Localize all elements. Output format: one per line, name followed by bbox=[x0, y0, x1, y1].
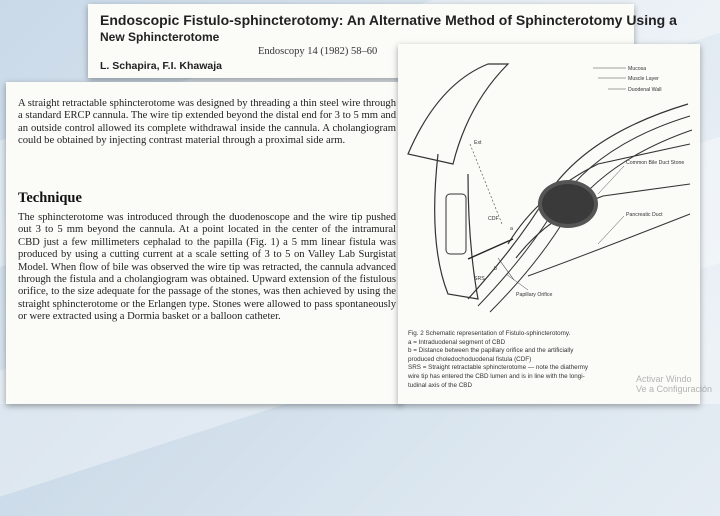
leader-pancreatic bbox=[598, 216, 624, 244]
label-b: b bbox=[494, 266, 497, 272]
paper-title-line2: New Sphincterotome bbox=[100, 30, 220, 44]
caption-line: tudinal axis of the CBD bbox=[408, 381, 473, 389]
section-heading: Technique bbox=[18, 190, 82, 206]
label-cdf: CDF bbox=[488, 216, 499, 222]
intro-paragraph: A straight retractable sphincterotome was designed by threading a thin steel wire through a standard ERCP cannula. The wire tip extended beyond the distal end for 3 to 5 mm and an outside control allowed its complete withdrawal inside the cannula. A cholangiogram could be obtained by injecting contrast material through a proximal side arm. bbox=[18, 98, 396, 147]
label-srs: SRS bbox=[474, 276, 485, 282]
text-card bbox=[6, 82, 402, 404]
scope-outline bbox=[408, 64, 508, 164]
caption-line: wire tip has entered the CBD lumen and is in line with the longi- bbox=[408, 372, 585, 380]
cbd-upper bbox=[508, 144, 690, 244]
label-muscle: Muscle Layer bbox=[628, 76, 659, 82]
caption-line: produced choledochoduodenal fistula (CDF) bbox=[408, 355, 532, 363]
leader-papilla bbox=[506, 274, 528, 290]
watermark-line1: Activar Windo bbox=[636, 374, 692, 384]
schematic-diagram bbox=[398, 44, 700, 324]
scope-body bbox=[435, 154, 478, 299]
caption-line: Fig. 2 Schematic representation of Fistulo-sphincterotomy. bbox=[408, 330, 571, 337]
label-stone: Common Bile Duct Stone bbox=[626, 160, 685, 166]
scope-window bbox=[446, 194, 466, 254]
sphincterotome-line bbox=[468, 239, 513, 259]
label-wall: Duodenal Wall bbox=[628, 87, 662, 93]
paper-title-line1: Endoscopic Fistulo-sphincterotomy: An Alternative Method of Sphincterotomy Using a bbox=[100, 12, 677, 28]
label-papilla: Papillary Orifice bbox=[516, 292, 553, 298]
label-ext: Ext bbox=[474, 140, 482, 146]
journal-citation: Endoscopy 14 (1982) 58–60 bbox=[258, 46, 378, 57]
leader-stone bbox=[598, 166, 624, 194]
label-pancreatic: Pancreatic Duct bbox=[626, 212, 663, 218]
activation-watermark bbox=[636, 374, 712, 394]
label-mucosa: Mucosa bbox=[628, 66, 647, 72]
ext-dimension bbox=[470, 144, 502, 224]
technique-paragraph: The sphincterotome was introduced through the duodenoscope and the wire tip pushed out 3 to 5 mm beyond the cannula. At a point located in the center of the intramural CBD just a few millimeters cephalad to the papilla (Fig. 1) a 5 mm linear fistula was produced by using a cutting current at a scale setting of 3 to 5 on Valley Lab Surgistat Model. When flow of bile was observed the wire tip was retracted, the cannula advanced through the fistula and a cholangiogram was obtained. Upward extension of the fistulous orifice, to the size adequate for the passage of the stones, was then achieved by using the straight sphincterotome or the Erlangen type. Stones were allowed to pass spontaneously or were extracted using a Dormia basket or a balloon catheter. bbox=[18, 212, 396, 323]
authors: L. Schapira, F.I. Khawaja bbox=[100, 60, 222, 72]
caption-line: a = Intraduodenal segment of CBD bbox=[408, 338, 506, 346]
figure-card bbox=[398, 44, 700, 404]
caption-line: b = Distance between the papillary orifice and the artificially bbox=[408, 347, 574, 355]
caption-line: SRS = Straight retractable sphincterotome — note the diathermy bbox=[408, 364, 589, 372]
watermark-line2: Ve a Configuración bbox=[636, 384, 713, 394]
stone-inner bbox=[542, 184, 594, 224]
label-a: a bbox=[510, 226, 513, 232]
